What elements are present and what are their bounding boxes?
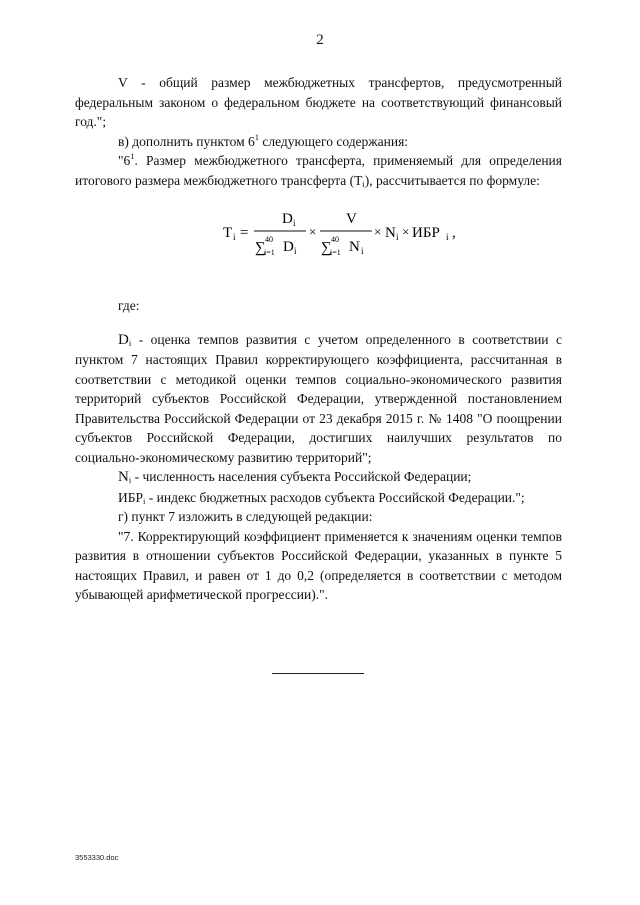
paragraph-text: где: xyxy=(118,298,140,313)
formula xyxy=(223,205,463,263)
formula-num1-sub: i xyxy=(293,218,296,228)
formula-times-1: × xyxy=(309,224,317,239)
formula-times-2: × xyxy=(374,224,382,239)
formula-den2: N xyxy=(349,239,360,255)
subscript: i xyxy=(143,495,146,506)
formula-equals: = xyxy=(240,225,249,241)
subscript: i xyxy=(362,178,365,189)
formula-sum1-lower: i=1 xyxy=(264,248,275,257)
subscript: i xyxy=(128,337,132,348)
formula-block xyxy=(75,190,562,296)
paragraph-text: г) пункт 7 изложить в следующей редакции: xyxy=(118,509,373,524)
spacer xyxy=(75,316,562,330)
formula-sum2-upper: 40 xyxy=(331,235,339,244)
formula-num2: V xyxy=(346,211,357,227)
formula-den1: D xyxy=(283,239,294,255)
subscript: i xyxy=(128,475,132,485)
end-rule xyxy=(272,673,364,674)
document-id: 3553330.doc xyxy=(75,853,119,862)
formula-n: N xyxy=(385,225,396,241)
symbol-n: N xyxy=(118,469,129,485)
paragraph-text: в) дополнить пунктом 6 xyxy=(118,133,255,149)
formula-n-sub: i xyxy=(396,232,399,242)
page-number: 2 xyxy=(316,32,324,48)
symbol-d: D xyxy=(118,331,129,348)
paragraph-text: - оценка темпов развития с учетом определенного в соответствии с пунктом 7 настоящих Правил корректирующего коэффициента, рассчитанная в соответствии с методикой оценки темпов социально-экономического развития территорий субъектов Российской Федерации, утвержденной постановлением Правительства Российской Федерации от 23 декабря 2015 г. № 1408 "О поощрении субъектов Российской Федерации, достигших наилучших результатов по социально-экономическому развитию территорий"; xyxy=(75,331,562,465)
formula-sum1-upper: 40 xyxy=(265,235,273,244)
paragraph-text: - численность населения субъекта Российской Федерации; xyxy=(131,469,472,484)
formula-lhs-sub: i xyxy=(233,232,236,242)
document-body xyxy=(75,73,562,605)
superscript: 1 xyxy=(130,151,135,161)
paragraph-6-1 xyxy=(75,151,562,190)
paragraph-text: следующего содержания: xyxy=(259,133,409,149)
paragraph-text: "7. Корректирующий коэффициент применяется к значениям оценки темпов развития в отношении субъектов Российской Федерации, указанных в пункте 5 настоящих Правил, и равен от 1 до 0,2 (определяется в соответствии с методом убывающей арифметической прогрессии).". xyxy=(75,528,562,602)
formula-ibr-sub: i xyxy=(446,232,449,242)
paragraph-text: - индекс бюджетных расходов субъекта Российской Федерации."; xyxy=(145,489,525,505)
paragraph-n-definition xyxy=(75,467,562,488)
symbol-ibr: ИБР xyxy=(118,489,144,505)
paragraph-item-g xyxy=(75,507,562,527)
paragraph-text: "6 xyxy=(118,153,131,168)
paragraph-v-definition xyxy=(75,73,562,132)
paragraph-text: V - общий размер межбюджетных трансфертов, предусмотренный федеральным законом о федеральном бюджете на соответствующий финансовый год."; xyxy=(75,75,562,129)
formula-sum1: ∑ xyxy=(255,240,266,256)
paragraph-d-definition xyxy=(75,330,562,468)
formula-den2-sub: i xyxy=(361,246,364,256)
paragraph-text: ), рассчитывается по формуле: xyxy=(364,172,540,188)
paragraph-text: . Размер межбюджетного трансферта, применяемый для определения итогового размера межбюджетного трансферта (T xyxy=(75,153,562,188)
formula-num1: D xyxy=(282,211,293,227)
formula-sum2-lower: i=1 xyxy=(330,248,341,257)
paragraph-7 xyxy=(75,527,562,605)
formula-den1-sub: i xyxy=(294,246,297,256)
formula-times-3: × xyxy=(402,224,410,239)
formula-sum2: ∑ xyxy=(321,240,332,256)
paragraph-ibr-definition xyxy=(75,488,562,508)
paragraph-where xyxy=(75,296,562,316)
formula-lhs: T xyxy=(223,225,233,241)
formula-tail: , xyxy=(452,225,456,241)
superscript: 1 xyxy=(254,131,259,142)
formula-ibr: ИБР xyxy=(412,225,440,241)
paragraph-item-v xyxy=(75,132,562,152)
